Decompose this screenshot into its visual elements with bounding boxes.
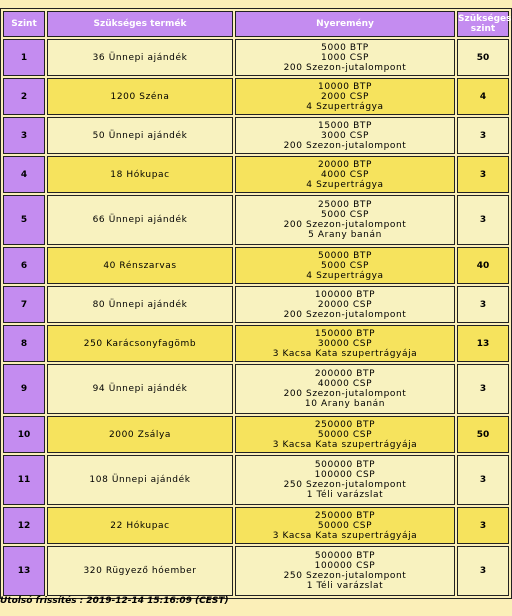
header-szukseges: [457, 11, 512, 37]
nyeremeny-line: 100000 BTP: [314, 289, 376, 300]
table-row: [3, 78, 509, 115]
table-row: [3, 39, 509, 76]
nyeremeny-line: 250 Szezon-jutalompont: [283, 571, 407, 581]
cell-szukseges-szint: 13: [457, 325, 509, 362]
cell-termek: 50 Ünnepi ajándék: [47, 117, 233, 154]
cell-nyeremeny: [235, 117, 455, 154]
cell-szint: 8: [3, 325, 45, 362]
header-szukseges-line2: szint: [470, 24, 496, 34]
cell-nyeremeny: [235, 507, 455, 544]
cell-szint: 1: [3, 39, 45, 76]
cell-szukseges-szint: 50: [457, 416, 509, 453]
nyeremeny-line: 4 Szupertrágya: [306, 270, 384, 281]
table-row: [3, 507, 509, 544]
nyeremeny-line: 50000 BTP: [318, 250, 372, 261]
cell-termek: 22 Hókupac: [47, 507, 233, 544]
nyeremeny-line: 3 Kacsa Kata szupertrágyája: [272, 348, 418, 359]
header-termek: Szükséges termék: [47, 11, 233, 37]
cell-szukseges-szint: 3: [457, 156, 509, 193]
nyeremeny-line: 250000 BTP: [314, 419, 376, 430]
cell-nyeremeny: [235, 39, 455, 76]
nyeremeny-line: 4 Szupertrágya: [306, 101, 384, 112]
nyeremeny-line: 10000 BTP: [318, 81, 372, 92]
nyeremeny-line: 3000 CSP: [321, 130, 369, 141]
nyeremeny-line: 50000 CSP: [317, 520, 373, 531]
nyeremeny-line: 100000 CSP: [314, 470, 376, 480]
cell-termek: 2000 Zsálya: [47, 416, 233, 453]
nyeremeny-line: 200 Szezon-jutalompont: [283, 220, 407, 230]
nyeremeny-line: 1 Téli varázslat: [306, 490, 384, 500]
nyeremeny-line: 200 Szezon-jutalompont: [283, 62, 407, 73]
cell-szint: 6: [3, 247, 45, 284]
cell-szukseges-szint: 3: [457, 364, 509, 414]
nyeremeny-line: 3 Kacsa Kata szupertrágyája: [272, 439, 418, 450]
table-row: [3, 364, 509, 414]
cell-szukseges-szint: 4: [457, 78, 509, 115]
nyeremeny-line: 1000 CSP: [321, 52, 369, 63]
nyeremeny-line: 150000 BTP: [314, 328, 376, 339]
cell-termek: 250 Karácsonyfagömb: [47, 325, 233, 362]
cell-nyeremeny: [235, 416, 455, 453]
cell-nyeremeny: [235, 247, 455, 284]
cell-termek: 40 Rénszarvas: [47, 247, 233, 284]
cell-szint: 9: [3, 364, 45, 414]
cell-szint: 10: [3, 416, 45, 453]
cell-nyeremeny: [235, 364, 455, 414]
cell-nyeremeny: [235, 455, 455, 505]
nyeremeny-line: 4 Szupertrágya: [306, 179, 384, 190]
nyeremeny-line: 100000 CSP: [314, 561, 376, 571]
cell-szukseges-szint: 3: [457, 117, 509, 154]
table-row: [3, 455, 509, 505]
nyeremeny-line: 200 Szezon-jutalompont: [283, 389, 407, 399]
cell-termek: 320 Rügyező hóember: [47, 546, 233, 596]
nyeremeny-line: 25000 BTP: [318, 200, 372, 210]
cell-termek: 66 Ünnepi ajándék: [47, 195, 233, 245]
cell-termek: 108 Ünnepi ajándék: [47, 455, 233, 505]
cell-szukseges-szint: 50: [457, 39, 509, 76]
cell-termek: 1200 Széna: [47, 78, 233, 115]
cell-nyeremeny: [235, 286, 455, 323]
nyeremeny-line: 10 Arany banán: [304, 399, 386, 409]
cell-szukseges-szint: 3: [457, 546, 509, 596]
table-body: [3, 39, 509, 596]
cell-termek: 94 Ünnepi ajándék: [47, 364, 233, 414]
cell-szint: 3: [3, 117, 45, 154]
cell-nyeremeny: [235, 546, 455, 596]
cell-nyeremeny: [235, 325, 455, 362]
cell-termek: 36 Ünnepi ajándék: [47, 39, 233, 76]
cell-nyeremeny: [235, 156, 455, 193]
nyeremeny-line: 2000 CSP: [321, 91, 369, 102]
rewards-table: [0, 8, 512, 599]
cell-szint: 5: [3, 195, 45, 245]
cell-szukseges-szint: 3: [457, 507, 509, 544]
table-row: [3, 247, 509, 284]
cell-szint: 4: [3, 156, 45, 193]
cell-szukseges-szint: 3: [457, 286, 509, 323]
nyeremeny-line: 5000 CSP: [321, 260, 369, 271]
nyeremeny-line: 5000 CSP: [321, 210, 369, 220]
nyeremeny-line: 30000 CSP: [317, 338, 373, 349]
cell-nyeremeny: [235, 78, 455, 115]
cell-termek: 18 Hókupac: [47, 156, 233, 193]
nyeremeny-line: 200 Szezon-jutalompont: [283, 309, 407, 320]
nyeremeny-line: 4000 CSP: [321, 169, 369, 180]
nyeremeny-line: 200000 BTP: [314, 369, 376, 379]
nyeremeny-line: 15000 BTP: [318, 120, 372, 131]
nyeremeny-line: 200 Szezon-jutalompont: [283, 140, 407, 151]
cell-szukseges-szint: 3: [457, 455, 509, 505]
nyeremeny-line: 5 Arany banán: [308, 230, 382, 240]
table-row: [3, 156, 509, 193]
cell-termek: 80 Ünnepi ajándék: [47, 286, 233, 323]
last-update-text: Utolsó frissítés : 2019-12-14 15:16:09 (CEST): [0, 596, 229, 606]
cell-szint: 7: [3, 286, 45, 323]
cell-szukseges-szint: 40: [457, 247, 509, 284]
nyeremeny-line: 500000 BTP: [314, 551, 376, 561]
table-row: [3, 416, 509, 453]
nyeremeny-line: 50000 CSP: [317, 429, 373, 440]
nyeremeny-line: 500000 BTP: [314, 460, 376, 470]
cell-szint: 2: [3, 78, 45, 115]
cell-szint: 11: [3, 455, 45, 505]
header-szukseges-line1: Szükséges: [458, 14, 512, 24]
cell-nyeremeny: [235, 195, 455, 245]
nyeremeny-line: 40000 CSP: [317, 379, 373, 389]
table-row: [3, 117, 509, 154]
nyeremeny-line: 20000 CSP: [317, 299, 373, 310]
nyeremeny-line: 20000 BTP: [318, 159, 372, 170]
header-szint: Szint: [3, 11, 45, 37]
cell-szukseges-szint: 3: [457, 195, 509, 245]
nyeremeny-line: 3 Kacsa Kata szupertrágyája: [272, 530, 418, 541]
nyeremeny-line: 1 Téli varázslat: [306, 581, 384, 591]
nyeremeny-line: 250 Szezon-jutalompont: [283, 480, 407, 490]
cell-szint: 13: [3, 546, 45, 596]
table-row: [3, 546, 509, 596]
table-row: [3, 325, 509, 362]
table-row: [3, 195, 509, 245]
nyeremeny-line: 250000 BTP: [314, 510, 376, 521]
header-row: [3, 11, 509, 37]
header-nyeremeny: Nyeremény: [235, 11, 455, 37]
table-row: [3, 286, 509, 323]
cell-szint: 12: [3, 507, 45, 544]
nyeremeny-line: 5000 BTP: [321, 42, 369, 53]
